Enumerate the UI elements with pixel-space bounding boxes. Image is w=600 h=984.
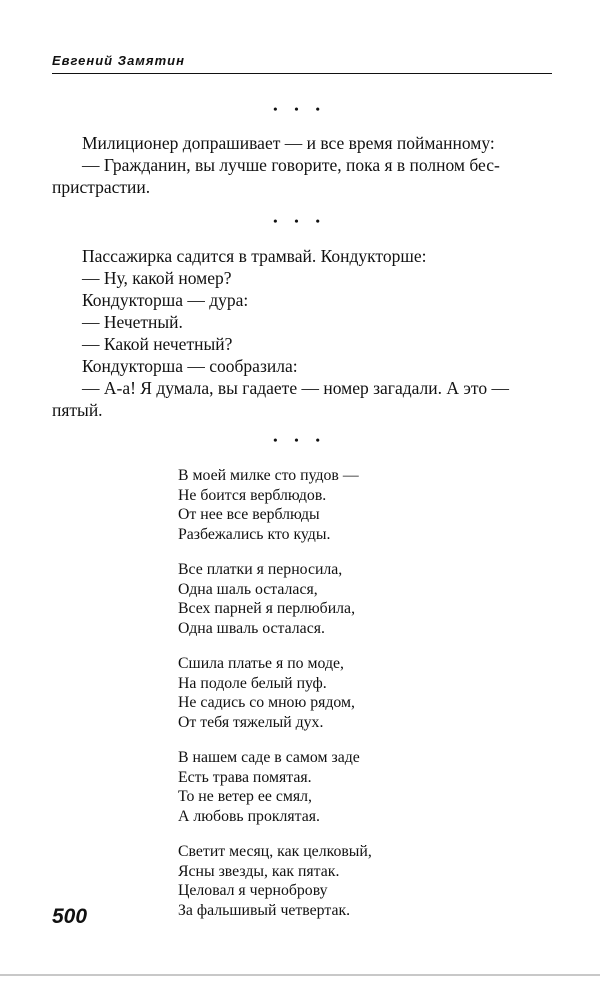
- verse-line: Разбежались кто куды.: [178, 525, 331, 543]
- verse-line: От тебя тяжелый дух.: [178, 713, 324, 731]
- verse-block: [178, 466, 478, 936]
- verse-stanza: [178, 560, 478, 638]
- prose-section-1: [52, 132, 554, 198]
- verse-line: Целовал я черноброву: [178, 882, 328, 899]
- verse-stanza: [178, 466, 478, 544]
- running-header: [52, 52, 552, 74]
- page-bottom-edge: [0, 974, 600, 976]
- prose-line: — Гражданин, вы лучше говорите, пока я в полном бес-: [82, 155, 500, 175]
- verse-line: Все платки я перносила,: [178, 561, 343, 578]
- verse-line: В нашем саде в самом заде: [178, 749, 360, 766]
- verse-line: Ясны звезды, как пятак.: [178, 862, 340, 880]
- prose-line: Кондукторша — дура:: [82, 290, 249, 310]
- prose-line: Пассажирка садится в трамвай. Кондукторше:: [82, 246, 427, 266]
- verse-line: Одна шваль осталася.: [178, 619, 325, 637]
- verse-line: Одна шаль осталася,: [178, 580, 318, 598]
- prose-section-2: [52, 245, 554, 421]
- prose-line: — Нечетный.: [82, 312, 183, 332]
- section-separator: • • •: [273, 102, 327, 116]
- verse-line: От нее все верблюды: [178, 506, 320, 523]
- prose-line: — Ну, какой номер?: [82, 268, 232, 288]
- verse-line: То не ветер ее смял,: [178, 788, 312, 805]
- verse-line: Всех парней я перлюбила,: [178, 600, 356, 617]
- header-author: Евгений Замятин: [52, 53, 185, 68]
- verse-stanza: [178, 748, 478, 826]
- prose-line: — А-а! Я думала, вы гадаете — номер загадали. А это —: [82, 378, 509, 398]
- prose-line: пятый.: [52, 400, 103, 420]
- prose-line: пристрастии.: [52, 177, 151, 197]
- verse-stanza: [178, 654, 478, 732]
- verse-line: Сшила платье я по моде,: [178, 655, 344, 672]
- verse-line: В моей милке сто пудов —: [178, 467, 359, 484]
- verse-line: А любовь проклятая.: [178, 807, 320, 825]
- verse-stanza: [178, 842, 478, 920]
- section-separator: • • •: [273, 433, 327, 447]
- verse-line: Не боится верблюдов.: [178, 486, 327, 504]
- verse-line: Светит месяц, как целковый,: [178, 843, 372, 860]
- prose-line: Милиционер допрашивает — и все время пойманному:: [82, 133, 495, 153]
- section-separator: • • •: [273, 214, 327, 228]
- verse-line: За фальшивый четвертак.: [178, 901, 351, 919]
- prose-line: Кондукторша — сообразила:: [82, 356, 298, 376]
- prose-line: — Какой нечетный?: [82, 334, 233, 354]
- verse-line: Не садись со мною рядом,: [178, 694, 355, 711]
- verse-line: Есть трава помятая.: [178, 768, 312, 786]
- page-number: 500: [52, 905, 88, 928]
- verse-line: На подоле белый пуф.: [178, 674, 327, 692]
